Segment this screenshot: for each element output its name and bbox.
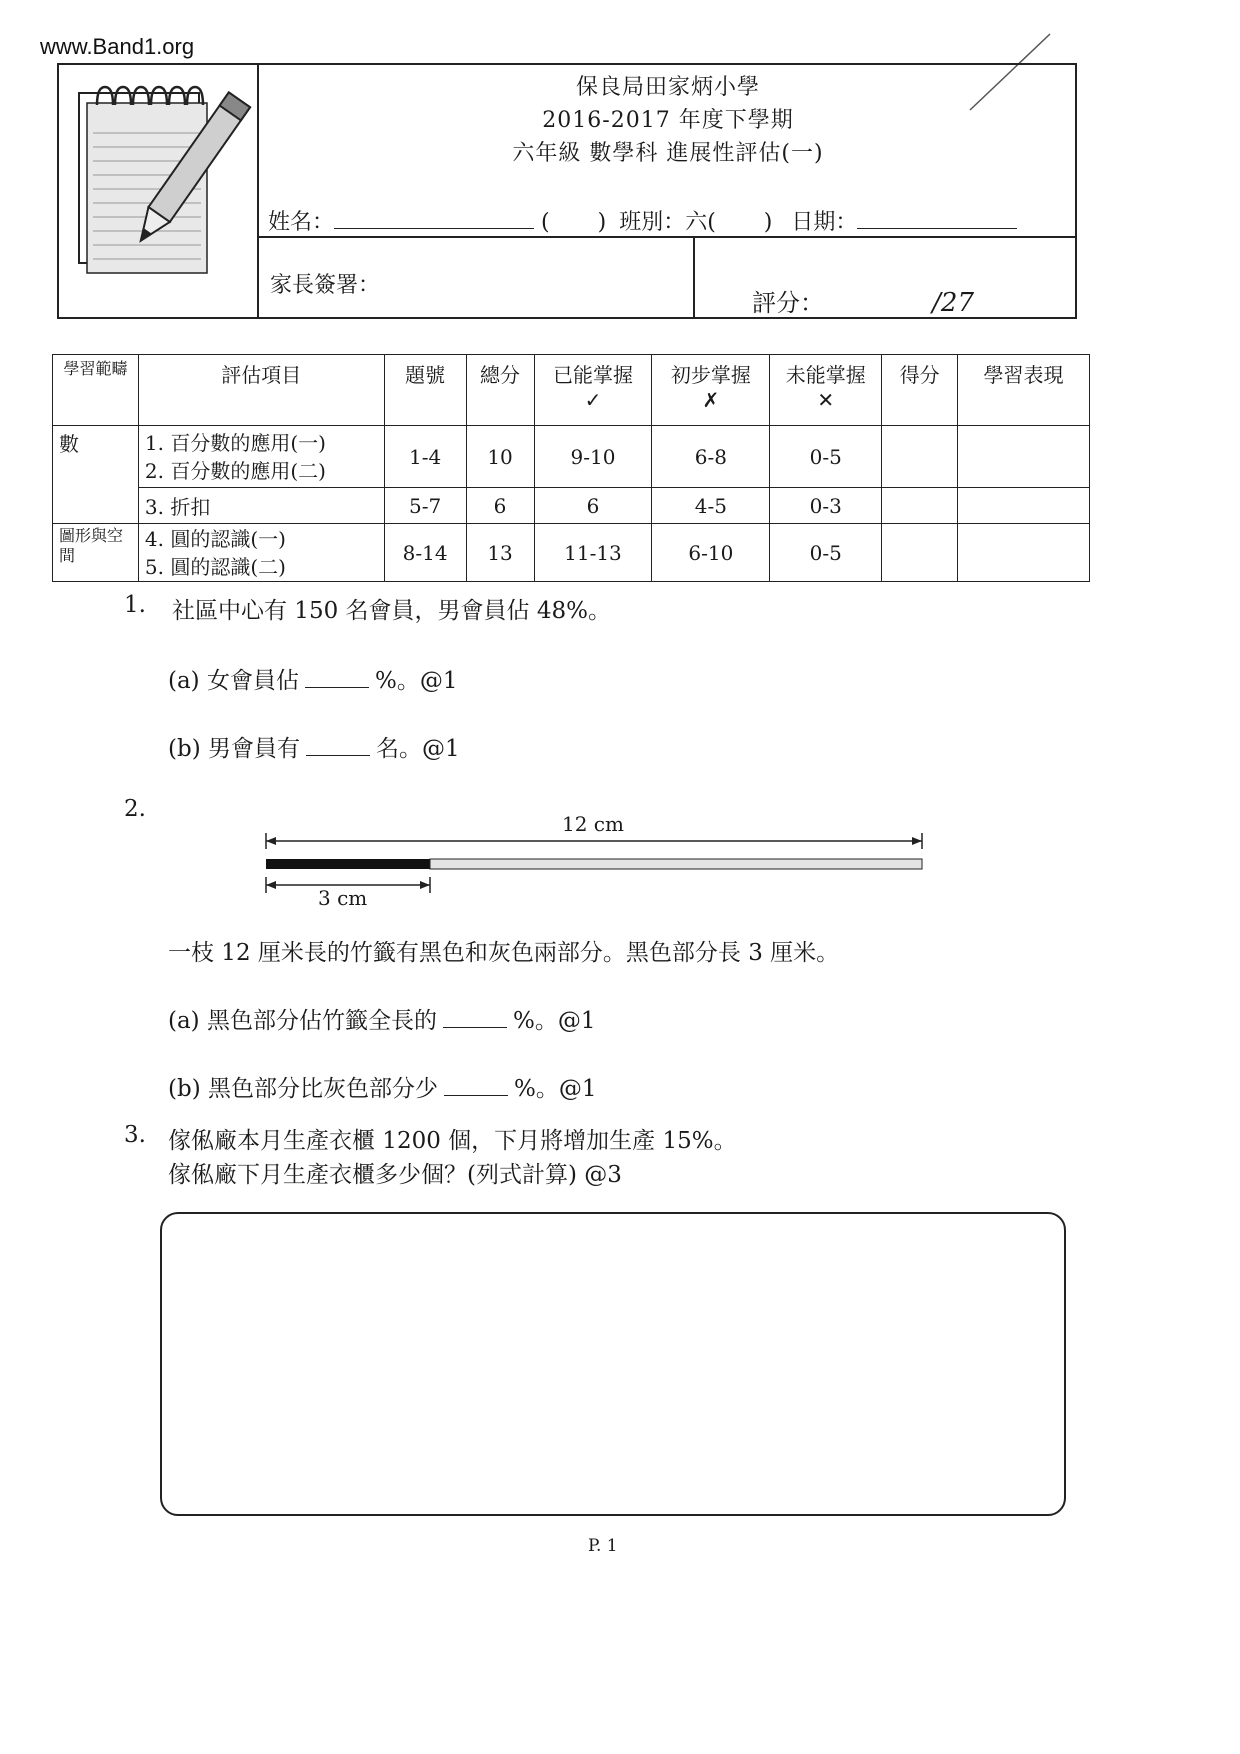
parent-signature-label: 家長簽署：	[270, 273, 381, 298]
school-name: 保良局田家炳小學	[575, 75, 760, 100]
assessment-table	[52, 354, 1090, 582]
initial-cell: 6-10	[652, 524, 770, 582]
q2a-answer-blank[interactable]	[443, 1009, 507, 1028]
q1a	[168, 662, 457, 695]
total-cell: 10	[466, 426, 534, 488]
q2a-label: (a) 黑色部分佔竹籤全長的	[168, 1008, 437, 1034]
table-row	[53, 426, 1090, 488]
q2-stem: 一枝 12 厘米長的竹籤有黑色和灰色兩部分。黑色部分長 3 厘米。	[168, 940, 840, 966]
performance-cell[interactable]	[958, 488, 1090, 524]
watermark: www.Band1.org	[40, 34, 195, 59]
q1-stem: 社區中心有 150 名會員，男會員佔 48%。	[172, 598, 611, 624]
q3-answer-box[interactable]	[160, 1212, 1066, 1516]
term-title: 2016-2017 年度下學期	[542, 108, 794, 133]
q2b-suffix: %。@1	[513, 1076, 597, 1102]
q3-line2: 傢俬廠下月生產衣櫃多少個？(列式計算) @3	[168, 1162, 622, 1188]
mastered-cell: 11-13	[534, 524, 652, 582]
table-row	[53, 524, 1090, 582]
item-cell: 4. 圓的認識(一) 5. 圓的認識(二)	[138, 524, 384, 582]
score-cell[interactable]	[882, 488, 958, 524]
header-divider	[259, 236, 1077, 238]
header-initial: 初步掌握 ✗	[652, 355, 770, 426]
header-area: 學習範疇	[53, 355, 139, 426]
total-cell: 13	[466, 524, 534, 582]
subject-title: 六年級 數學科 進展性評估(一)	[512, 141, 824, 166]
performance-cell[interactable]	[958, 426, 1090, 488]
date-field[interactable]	[857, 214, 1017, 229]
class-label: 班別：六(	[619, 210, 716, 235]
total-length-label: 12 cm	[562, 812, 624, 836]
q2b-answer-blank[interactable]	[444, 1077, 508, 1096]
score-label: 評分：	[752, 289, 824, 317]
date-label: 日期：	[791, 210, 858, 235]
area-number: 數	[53, 426, 139, 524]
total-cell: 6	[466, 488, 534, 524]
cross-icon: ✕	[817, 388, 835, 412]
not-cell: 0-5	[770, 426, 882, 488]
q2b	[168, 1070, 596, 1103]
table-header-row	[53, 355, 1090, 426]
qno-cell: 5-7	[384, 488, 466, 524]
name-label: 姓名：	[268, 210, 335, 235]
header-item: 評估項目	[138, 355, 384, 426]
class-number-open: (	[541, 210, 550, 235]
logo-cell	[57, 63, 259, 319]
q1b-label: (b) 男會員有	[168, 736, 300, 762]
class-close: )	[763, 210, 773, 235]
q3-number: 3.	[124, 1122, 146, 1148]
score-area	[752, 283, 974, 319]
black-length-label: 3 cm	[318, 886, 368, 910]
q1a-answer-blank[interactable]	[305, 669, 369, 688]
q1b	[168, 730, 460, 763]
q3-line1: 傢俬廠本月生產衣櫃 1200 個，下月將增加生產 15%。	[168, 1128, 737, 1154]
check-icon: ✓	[584, 388, 602, 412]
mastered-cell: 9-10	[534, 426, 652, 488]
qno-cell: 8-14	[384, 524, 466, 582]
not-cell: 0-3	[770, 488, 882, 524]
score-cell[interactable]	[882, 426, 958, 488]
class-number-close: )	[597, 210, 607, 235]
q1a-label: (a) 女會員佔	[168, 668, 299, 694]
q1b-answer-blank[interactable]	[306, 737, 370, 756]
initial-cell: 6-8	[652, 426, 770, 488]
mastered-cell: 6	[534, 488, 652, 524]
performance-cell[interactable]	[958, 524, 1090, 582]
qno-cell: 1-4	[384, 426, 466, 488]
q2b-label: (b) 黑色部分比灰色部分少	[168, 1076, 438, 1102]
header-performance: 學習表現	[958, 355, 1090, 426]
header-vdivider	[693, 236, 695, 319]
half-check-icon: ✗	[702, 388, 720, 412]
student-info-row	[268, 205, 1017, 236]
score-cell[interactable]	[882, 524, 958, 582]
q2-number: 2.	[124, 796, 146, 822]
header-not: 未能掌握 ✕	[770, 355, 882, 426]
item-cell: 1. 百分數的應用(一) 2. 百分數的應用(二)	[138, 426, 384, 488]
black-part	[266, 859, 430, 869]
header-score: 得分	[882, 355, 958, 426]
initial-cell: 4-5	[652, 488, 770, 524]
name-field[interactable]	[334, 214, 534, 229]
table-row	[53, 488, 1090, 524]
header-mastered: 已能掌握 ✓	[534, 355, 652, 426]
gray-part	[430, 859, 922, 869]
q1a-suffix: %。@1	[374, 668, 458, 694]
area-shape: 圖形與空間	[53, 524, 139, 582]
not-cell: 0-5	[770, 524, 882, 582]
page-number: P. 1	[588, 1536, 618, 1556]
q2a	[168, 1002, 595, 1035]
header-total: 總分	[466, 355, 534, 426]
item-cell: 3. 折扣	[138, 488, 384, 524]
q2a-suffix: %。@1	[512, 1008, 596, 1034]
score-value: /27	[824, 288, 974, 319]
header-qno: 題號	[384, 355, 466, 426]
notepad-pencil-icon	[57, 63, 255, 315]
q1b-suffix: 名。@1	[375, 736, 460, 762]
q1-number: 1.	[124, 592, 146, 618]
